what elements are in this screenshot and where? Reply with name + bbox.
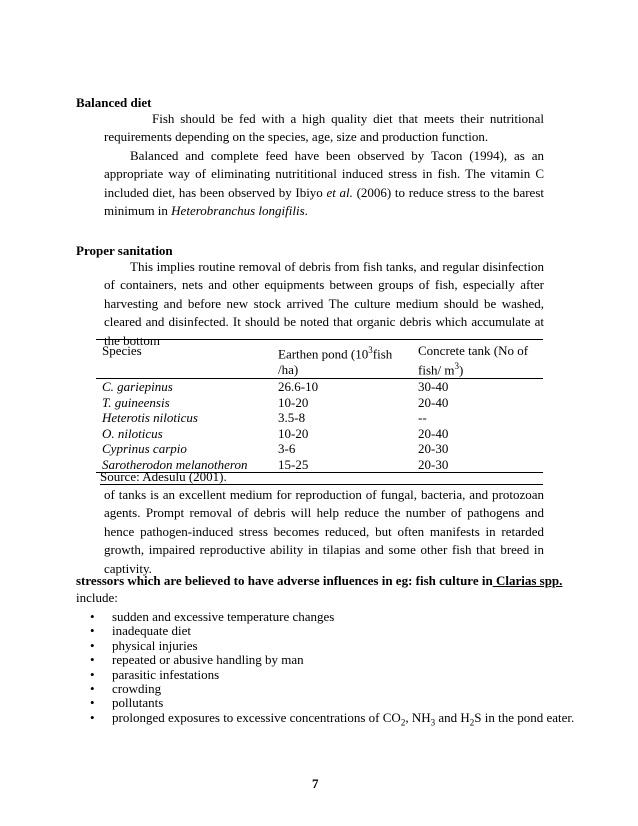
- list-item-text: [112, 709, 575, 728]
- balanced-diet-text-1: Fish should be fed with a high quality diet that meets their nutritional requirements depending on the species, age, size and production function.: [104, 111, 544, 145]
- header-earthen-text-b: fish /ha): [278, 346, 393, 377]
- period-text: .: [304, 203, 308, 219]
- sanitation-paragraph-2: of tanks is an excellent medium for reproduction of fungal, bacteria, and protozoan agents. Prompt removal of debris will help reduce the number of pathogens and hence pathogen-induced stress becomes reduced, but often manifests in retarded growth, impaired reproductive ability in tilapias and some other fish that breed in captivity.: [104, 487, 544, 576]
- subscript: 2: [469, 717, 475, 728]
- bullet-icon: •: [90, 666, 95, 682]
- balanced-diet-paragraph-2: [104, 147, 544, 221]
- table-row: [96, 379, 543, 395]
- header-earthen-text-a: Earthen pond (10: [278, 346, 369, 362]
- header-concrete-tank: [412, 340, 543, 379]
- co2-text: prolonged exposures to excessive concentrations of CO: [112, 709, 401, 725]
- stressors-intro: [76, 572, 562, 606]
- header-concrete-text-b: ): [458, 361, 464, 377]
- et-al-text: et al.: [326, 184, 353, 200]
- list-item-text: repeated or abusive handling by man: [112, 652, 304, 668]
- stressors-include-text: include:: [76, 590, 118, 605]
- list-item-text: parasitic infestations: [112, 666, 220, 682]
- header-concrete-text-a: Concrete tank (No of fish/ m: [418, 343, 529, 377]
- list-item-text: inadequate diet: [112, 623, 192, 639]
- list-item-text: sudden and excessive temperature changes: [112, 609, 335, 624]
- concrete-cell: 20-30: [412, 457, 543, 473]
- species-cell: Heterotis niloticus: [102, 410, 198, 426]
- table-row: [96, 441, 543, 457]
- header-earthen-sup: 3: [368, 345, 373, 355]
- balanced-diet-paragraph-1: [104, 110, 544, 147]
- bullet-icon: •: [90, 681, 95, 697]
- bullet-icon: •: [90, 623, 95, 639]
- list-item-text: physical injuries: [112, 637, 198, 653]
- bullet-icon: •: [90, 709, 95, 725]
- species-cell: T. guineensis: [102, 394, 170, 410]
- table-row: [96, 426, 543, 442]
- earthen-cell: 10-20: [278, 425, 309, 441]
- sanitation-text-1: This implies routine removal of debris from fish tanks, and regular disinfection of containers, nets and other equipments between groups of fish, especially after harvesting and before new stock arrived The culture medium should be washed, cleared and disinfected. It should be noted that organic debris which accumulate at the bottom: [104, 259, 544, 348]
- earthen-cell: 10-20: [278, 394, 309, 410]
- header-species: Species: [96, 340, 272, 379]
- table-row: [96, 395, 543, 411]
- species-cell: O. niloticus: [102, 425, 163, 441]
- subscript: 3: [430, 717, 436, 728]
- subscript: 2: [400, 717, 406, 728]
- bullet-icon: •: [90, 609, 95, 624]
- species-cell: Cyprinus carpio: [102, 441, 187, 457]
- balanced-diet-text-2a: Balanced and complete feed have been observed by Tacon (1994), as an appropriate way of eliminating nutrititional induced stress in fish. The vitamin C included diet, has been observed by Ibiyo: [104, 148, 544, 200]
- earthen-cell: 3.5-8: [278, 410, 306, 426]
- earthen-cell: 26.6-10: [278, 379, 319, 395]
- bullet-icon: •: [90, 695, 95, 711]
- balanced-diet-text-2b: (2006) to reduce stress to the barest minimum in: [104, 184, 544, 219]
- bullet-icon: •: [90, 652, 95, 668]
- list-item: [90, 624, 574, 638]
- pond-eater-text: S in the pond eater.: [474, 709, 575, 725]
- list-item-text: crowding: [112, 681, 162, 697]
- species-name-text: Heterobranchus longifilis: [171, 203, 305, 219]
- stressors-intro-bold: stressors which are believed to have adverse influences in eg: fish culture in: [76, 573, 493, 588]
- bullet-icon: •: [90, 637, 95, 653]
- page-number: 7: [312, 776, 319, 791]
- stocking-density-table: [96, 339, 543, 473]
- list-item: [90, 711, 574, 730]
- list-item: [90, 696, 574, 710]
- species-cell: C. gariepinus: [102, 379, 173, 395]
- sanitation-paragraph-1: [104, 258, 544, 350]
- list-item: [90, 639, 574, 653]
- concrete-cell: 20-40: [418, 394, 449, 410]
- table-source: Source: Adesulu (2001).: [100, 469, 543, 485]
- concrete-cell: --: [418, 410, 427, 426]
- concrete-cell: 20-40: [418, 425, 449, 441]
- balanced-diet-heading: Balanced diet: [76, 95, 152, 110]
- list-item: [90, 668, 574, 682]
- h2s-text: and H: [435, 709, 470, 725]
- nh3-text: , NH: [405, 709, 431, 725]
- header-concrete-sup: 3: [454, 360, 459, 371]
- concrete-cell: 20-30: [418, 441, 449, 457]
- list-item: [90, 682, 574, 696]
- list-item: [90, 653, 574, 667]
- header-earthen-pond: [272, 340, 412, 379]
- table-header-row: [96, 340, 543, 379]
- earthen-cell: 15-25: [272, 457, 412, 473]
- species-cell: Sarotherodon melanotheron: [96, 457, 272, 473]
- clarias-link: Clarias spp.: [492, 573, 563, 588]
- earthen-cell: 3-6: [278, 441, 296, 457]
- list-item-text: pollutants: [112, 695, 164, 711]
- concrete-cell: 30-40: [418, 379, 449, 395]
- list-item: [90, 610, 574, 624]
- stressors-list: [90, 610, 574, 730]
- table-row: [96, 410, 543, 426]
- sanitation-heading: Proper sanitation: [76, 243, 173, 258]
